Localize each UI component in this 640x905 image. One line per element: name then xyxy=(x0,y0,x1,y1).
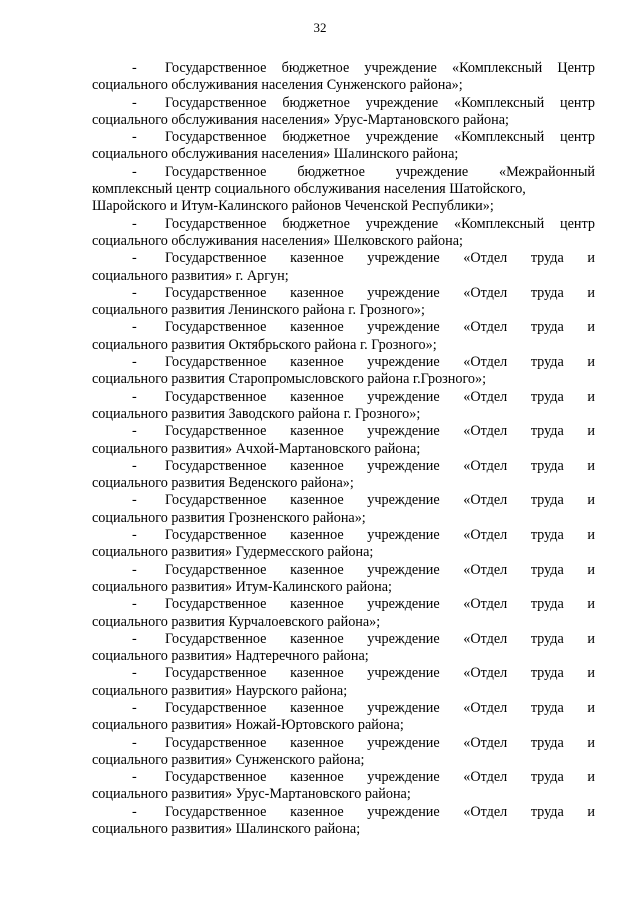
list-item xyxy=(92,596,595,631)
list-item-first-line xyxy=(92,216,595,233)
list-item-word: труда xyxy=(530,423,564,440)
list-item xyxy=(92,389,595,424)
list-item-word: «Межрайонный xyxy=(498,163,595,180)
list-item-word: Государственное xyxy=(165,699,267,716)
list-item-word: учреждение xyxy=(367,803,440,820)
list-item-first-line xyxy=(92,665,595,682)
list-item-word: «Отдел xyxy=(463,319,508,336)
list-item-word: «Отдел xyxy=(463,561,508,578)
list-item-word: Государственное xyxy=(165,60,267,76)
list-item-first-line xyxy=(92,769,595,786)
list-item-first-line xyxy=(92,285,595,302)
list-item-continuation: социального развития» Гудермесского района; xyxy=(92,544,374,561)
list-item-word: «Отдел xyxy=(463,699,508,716)
list-item-first-line xyxy=(92,735,595,752)
list-item-continuation: социального развития» Ачхой-Мартановского района; xyxy=(92,440,421,457)
document-list xyxy=(92,60,595,838)
list-item-dash: - xyxy=(132,163,137,180)
list-item-words xyxy=(165,216,595,233)
list-item-word: и xyxy=(587,803,595,820)
list-item-word: труда xyxy=(530,250,564,267)
list-item-word: труда xyxy=(530,596,564,613)
list-item-word: учреждение xyxy=(367,492,440,509)
list-item-word: казенное xyxy=(290,803,344,820)
list-item-word: Государственное xyxy=(165,388,267,405)
list-item-word: бюджетное xyxy=(282,94,350,111)
list-item-word: казенное xyxy=(290,665,344,682)
list-item-continuation: социального развития» Ножай-Юртовского района; xyxy=(92,717,404,734)
list-item-continuation: социального развития» Урус-Мартановского района; xyxy=(92,786,411,803)
list-item-words xyxy=(165,596,595,613)
list-item-dash: - xyxy=(132,769,137,786)
list-item-word: учреждение xyxy=(367,284,440,301)
list-item-word: труда xyxy=(530,492,564,509)
list-item-word: и xyxy=(587,527,595,544)
list-item-word: Государственное xyxy=(165,163,267,180)
list-item-word: учреждение xyxy=(365,215,439,232)
list-item-first-line xyxy=(92,492,595,509)
list-item-dash: - xyxy=(132,561,137,578)
list-item-dash: - xyxy=(132,354,137,371)
list-item-words xyxy=(165,527,595,544)
list-item-dash: - xyxy=(132,699,137,716)
list-item-continuation: социального развития» г. Аргун; xyxy=(92,267,289,284)
list-item-dash: - xyxy=(132,630,137,647)
list-item-words xyxy=(165,700,595,717)
list-item-word: учреждение xyxy=(367,596,440,613)
list-item-dash: - xyxy=(132,734,137,751)
list-item-word: труда xyxy=(530,284,564,301)
list-item-word: и xyxy=(587,423,595,440)
list-item-word: учреждение xyxy=(365,94,439,111)
page-number: 32 xyxy=(313,20,327,35)
list-item-words xyxy=(165,492,595,509)
list-item-continuation: социального обслуживания населения Сунженского района»; xyxy=(92,77,463,94)
list-item-word: учреждение xyxy=(367,734,440,751)
list-item-word: и xyxy=(587,319,595,336)
list-item-first-line xyxy=(92,527,595,544)
list-item xyxy=(92,665,595,700)
list-item-word: Государственное xyxy=(165,94,267,111)
list-item-word: казенное xyxy=(290,699,344,716)
list-item-word: Государственное xyxy=(165,561,267,578)
list-item-word: Государственное xyxy=(165,769,267,786)
list-item-word: бюджетное xyxy=(297,163,365,180)
list-item-words xyxy=(165,250,595,267)
list-item-word: «Комплексный xyxy=(453,129,545,146)
list-item-word: казенное xyxy=(290,250,344,267)
list-item-word: «Комплексный xyxy=(452,60,543,76)
list-item-words xyxy=(165,129,595,146)
list-item-word: и xyxy=(587,699,595,716)
list-item xyxy=(92,250,595,285)
list-item-first-line xyxy=(92,562,595,579)
list-item-word: труда xyxy=(530,319,564,336)
list-item-word: казенное xyxy=(290,527,344,544)
list-item-word: «Отдел xyxy=(463,492,508,509)
list-item-word: и xyxy=(587,734,595,751)
list-item-word: труда xyxy=(530,803,564,820)
list-item-word: казенное xyxy=(290,630,344,647)
list-item-dash: - xyxy=(132,129,137,146)
list-item-first-line xyxy=(92,458,595,475)
list-item-first-line xyxy=(92,319,595,336)
list-item-word: «Отдел xyxy=(463,527,508,544)
list-item-word: и xyxy=(587,388,595,405)
list-item-continuation: социального развития Грозненского района»; xyxy=(92,509,366,526)
list-item-continuation: Шаройского и Итум-Калинского районов Чеченской Республики»; xyxy=(92,198,494,215)
list-item-first-line xyxy=(92,164,595,181)
list-item xyxy=(92,164,595,216)
list-item-continuation: социального обслуживания населения» Урус-Мартановского района; xyxy=(92,111,509,128)
list-item-dash: - xyxy=(132,492,137,509)
list-item-continuation: социального развития» Шалинского района; xyxy=(92,821,361,838)
list-item-word: труда xyxy=(530,527,564,544)
list-item-word: Государственное xyxy=(165,665,267,682)
list-item-dash: - xyxy=(132,319,137,336)
list-item-word: Государственное xyxy=(165,596,267,613)
list-item xyxy=(92,60,595,95)
list-item-word: казенное xyxy=(290,769,344,786)
list-item-continuation: комплексный центр социального обслуживания населения Шатойского, xyxy=(92,181,526,198)
list-item xyxy=(92,95,595,130)
list-item-word: и xyxy=(587,630,595,647)
list-item-word: центр xyxy=(560,215,595,232)
list-item-first-line xyxy=(92,596,595,613)
list-item-words xyxy=(165,423,595,440)
list-item-first-line xyxy=(92,423,595,440)
list-item-first-line xyxy=(92,389,595,406)
list-item-word: труда xyxy=(530,561,564,578)
list-item xyxy=(92,631,595,666)
list-item-words xyxy=(165,285,595,302)
list-item-dash: - xyxy=(132,215,137,232)
list-item-word: учреждение xyxy=(367,699,440,716)
list-item-continuation: социального обслуживания населения» Шелковского района; xyxy=(92,232,463,249)
list-item-word: и xyxy=(587,284,595,301)
list-item-word: Государственное xyxy=(165,734,267,751)
list-item-dash: - xyxy=(132,60,137,76)
list-item-word: казенное xyxy=(290,388,344,405)
list-item-word: Государственное xyxy=(165,319,267,336)
list-item-word: труда xyxy=(530,699,564,716)
list-item-word: бюджетное xyxy=(282,129,350,146)
list-item-continuation: социального развития Октябрьского района г. Грозного»; xyxy=(92,336,437,353)
list-item-dash: - xyxy=(132,665,137,682)
list-item-word: учреждение xyxy=(367,319,440,336)
list-item-word: казенное xyxy=(290,284,344,301)
list-item-words xyxy=(165,769,595,786)
list-item-word: бюджетное xyxy=(281,60,350,76)
list-item-word: и xyxy=(587,250,595,267)
list-item xyxy=(92,562,595,597)
list-item-dash: - xyxy=(132,94,137,111)
list-item-first-line xyxy=(92,631,595,648)
list-item-word: и xyxy=(587,596,595,613)
list-item-dash: - xyxy=(132,803,137,820)
list-item-word: Государственное xyxy=(165,527,267,544)
list-item xyxy=(92,423,595,458)
list-item-word: казенное xyxy=(290,354,344,371)
list-item xyxy=(92,492,595,527)
list-item-word: казенное xyxy=(290,734,344,751)
list-item-first-line xyxy=(92,354,595,371)
list-item-word: учреждение xyxy=(367,354,440,371)
list-item-word: Государственное xyxy=(165,284,267,301)
list-item-first-line xyxy=(92,60,595,77)
list-item-word: учреждение xyxy=(367,630,440,647)
list-item-word: и xyxy=(587,354,595,371)
list-item-dash: - xyxy=(132,596,137,613)
list-item-word: казенное xyxy=(290,492,344,509)
list-item-word: учреждение xyxy=(367,561,440,578)
list-item-word: труда xyxy=(530,630,564,647)
list-item-word: Государственное xyxy=(165,803,267,820)
list-item-word: «Отдел xyxy=(463,354,508,371)
list-item-dash: - xyxy=(132,284,137,301)
list-item-word: Государственное xyxy=(165,354,267,371)
list-item-word: центр xyxy=(560,129,595,146)
list-item-continuation: социального развития Заводского района г. Грозного»; xyxy=(92,405,421,422)
list-item-dash: - xyxy=(132,527,137,544)
list-item-words xyxy=(165,164,595,181)
list-item-word: «Отдел xyxy=(463,388,508,405)
list-item-words xyxy=(165,665,595,682)
list-item-word: и xyxy=(587,769,595,786)
list-item-word: и xyxy=(587,665,595,682)
list-item xyxy=(92,129,595,164)
list-item xyxy=(92,527,595,562)
list-item-word: «Отдел xyxy=(463,630,508,647)
list-item xyxy=(92,804,595,839)
list-item-word: «Комплексный xyxy=(453,94,545,111)
list-item-word: учреждение xyxy=(367,388,440,405)
list-item-words xyxy=(165,562,595,579)
list-item-continuation: социального развития Старопромысловского района г.Грозного»; xyxy=(92,371,487,388)
list-item-first-line xyxy=(92,250,595,267)
list-item-continuation: социального развития Ленинского района г. Грозного»; xyxy=(92,302,425,319)
list-item-word: «Отдел xyxy=(463,769,508,786)
list-item-word: Государственное xyxy=(165,250,267,267)
list-item-word: учреждение xyxy=(367,769,440,786)
list-item-word: Государственное xyxy=(165,457,267,474)
list-item-word: труда xyxy=(530,769,564,786)
list-item-word: бюджетное xyxy=(282,215,350,232)
list-item-word: «Отдел xyxy=(463,250,508,267)
list-item-word: учреждение xyxy=(367,250,440,267)
list-item xyxy=(92,458,595,493)
list-item-word: Центр xyxy=(557,60,595,76)
list-item-word: учреждение xyxy=(365,129,439,146)
list-item-first-line xyxy=(92,804,595,821)
list-item-word: Государственное xyxy=(165,215,267,232)
list-item-continuation: социального развития» Итум-Калинского района; xyxy=(92,578,392,595)
list-item-word: «Отдел xyxy=(463,423,508,440)
list-item-continuation: социального развития» Надтеречного района; xyxy=(92,648,369,665)
list-item-word: труда xyxy=(530,734,564,751)
list-item xyxy=(92,285,595,320)
list-item xyxy=(92,354,595,389)
list-item-word: «Отдел xyxy=(463,284,508,301)
list-item-first-line xyxy=(92,129,595,146)
list-item-words xyxy=(165,735,595,752)
list-item-word: Государственное xyxy=(165,129,267,146)
list-item-first-line xyxy=(92,700,595,717)
list-item-continuation: социального развития Курчалоевского района»; xyxy=(92,613,381,630)
list-item-continuation: социального развития» Сунженского района; xyxy=(92,751,365,768)
list-item-word: учреждение xyxy=(367,527,440,544)
list-item-word: учреждение xyxy=(367,665,440,682)
list-item-word: Государственное xyxy=(165,492,267,509)
list-item-continuation: социального обслуживания населения» Шалинского района; xyxy=(92,146,459,163)
list-item-continuation: социального развития Веденского района»; xyxy=(92,475,354,492)
list-item-word: «Отдел xyxy=(463,457,508,474)
list-item-word: труда xyxy=(530,457,564,474)
list-item xyxy=(92,700,595,735)
list-item-words xyxy=(165,458,595,475)
list-item-words xyxy=(165,631,595,648)
list-item-word: и xyxy=(587,492,595,509)
list-item-dash: - xyxy=(132,457,137,474)
list-item-words xyxy=(165,354,595,371)
list-item-word: «Отдел xyxy=(463,596,508,613)
list-item-words xyxy=(165,60,595,77)
list-item-word: и xyxy=(587,457,595,474)
list-item xyxy=(92,319,595,354)
list-item-word: труда xyxy=(530,354,564,371)
list-item xyxy=(92,769,595,804)
list-item-word: казенное xyxy=(290,561,344,578)
list-item-word: «Отдел xyxy=(463,734,508,751)
list-item-word: труда xyxy=(530,388,564,405)
list-item-dash: - xyxy=(132,250,137,267)
list-item-word: учреждение xyxy=(367,423,440,440)
list-item-dash: - xyxy=(132,423,137,440)
list-item xyxy=(92,216,595,251)
list-item-word: учреждение xyxy=(364,60,437,76)
list-item-continuation: социального развития» Наурского района; xyxy=(92,682,348,699)
list-item-dash: - xyxy=(132,388,137,405)
list-item-word: и xyxy=(587,561,595,578)
list-item-word: «Комплексный xyxy=(453,215,545,232)
list-item-word: казенное xyxy=(290,596,344,613)
list-item-word: казенное xyxy=(290,423,344,440)
list-item-word: учреждение xyxy=(395,163,469,180)
list-item-word: казенное xyxy=(290,457,344,474)
list-item xyxy=(92,735,595,770)
list-item-word: центр xyxy=(560,94,595,111)
list-item-word: труда xyxy=(530,665,564,682)
list-item-word: Государственное xyxy=(165,630,267,647)
list-item-word: Государственное xyxy=(165,423,267,440)
list-item-words xyxy=(165,804,595,821)
list-item-word: казенное xyxy=(290,319,344,336)
list-item-words xyxy=(165,389,595,406)
list-item-word: «Отдел xyxy=(463,803,508,820)
list-item-words xyxy=(165,95,595,112)
list-item-words xyxy=(165,319,595,336)
list-item-first-line xyxy=(92,95,595,112)
list-item-word: «Отдел xyxy=(463,665,508,682)
list-item-word: учреждение xyxy=(367,457,440,474)
